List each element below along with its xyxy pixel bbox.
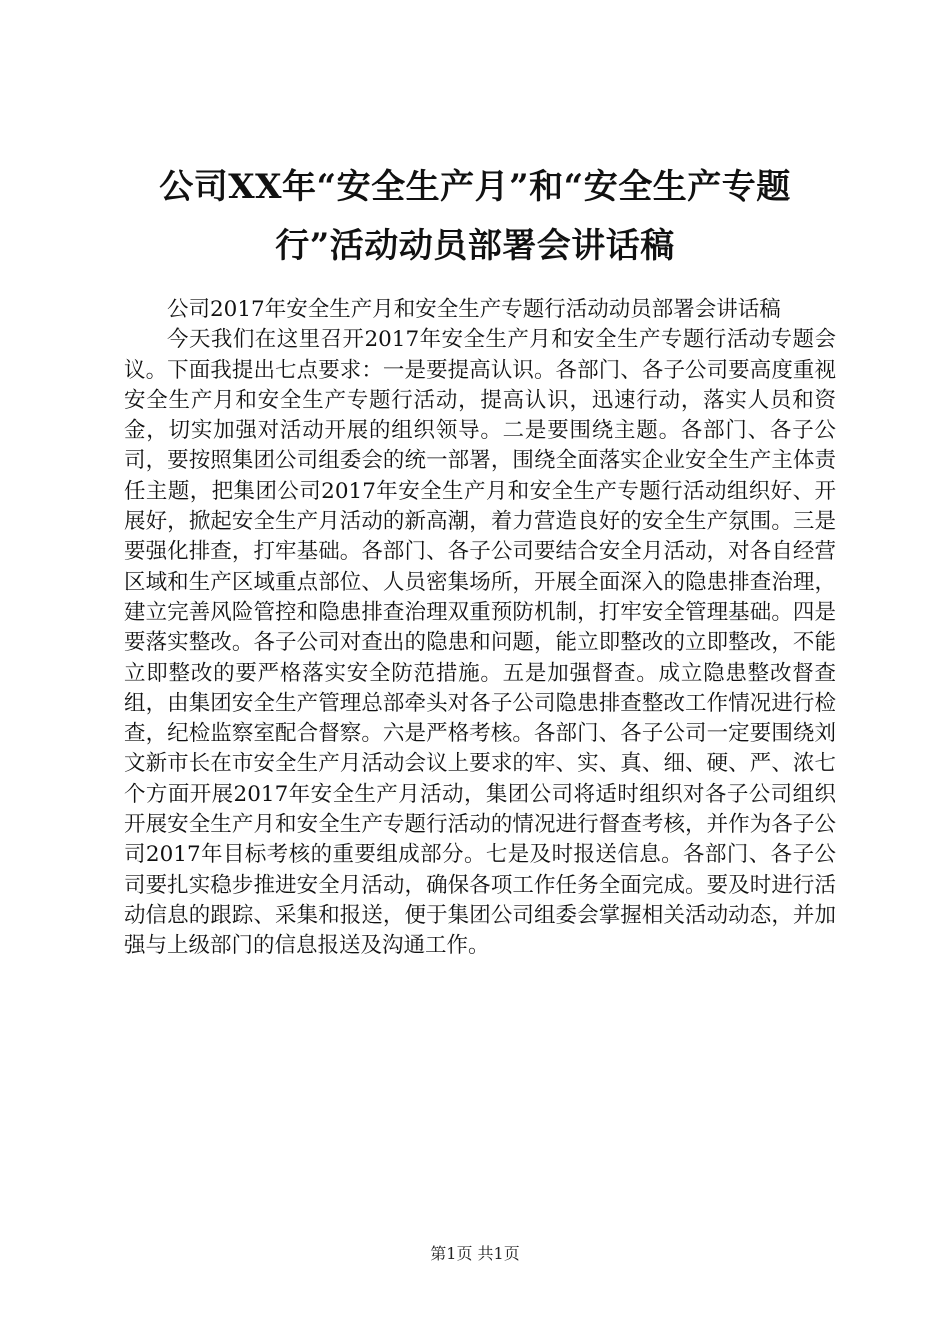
paragraph-main: 今天我们在这里召开2017年安全生产月和安全生产专题行活动专题会议。下面我提出七点要求：一是要提高认识。各部门、各子公司要高度重视安全生产月和安全生产专题行活动，提高认识，迅速行动，落实人员和资金，切实加强对活动开展的组织领导。二是要围绕主题。各部门、各子公司，要按照集团公司组委会的统一部署，围绕全面落实企业安全生产主体责任主题，把集团公司2017年安全生产月和安全生产专题行活动组织好、开展好，掀起安全生产月活动的新高潮，着力营造良好的安全生产氛围。三是要强化排查，打牢基础。各部门、各子公司要结合安全月活动，对各自经营区域和生产区域重点部位、人员密集场所，开展全面深入的隐患排查治理，建立完善风险管控和隐患排查治理双重预防机制，打牢安全管理基础。四是要落实整改。各子公司对查出的隐患和问题，能立即整改的立即整改，不能立即整改的要严格落实安全防范措施。五是加强督查。成立隐患整改督查组，由集团安全生产管理总部牵头对各子公司隐患排查整改工作情况进行检查，纪检监察室配合督察。六是严格考核。各部门、各子公司一定要围绕刘文新市长在市安全生产月活动会议上要求的牢、实、真、细、硬、严、浓七个方面开展2017年安全生产月活动，集团公司将适时组织对各子公司组织开展安全生产月和安全生产专题行活动的情况进行督查考核，并作为各子公司2017年目标考核的重要组成部分。七是及时报送信息。各部门、各子公司要扎实稳步推进安全月活动，确保各项工作任务全面完成。要及时进行活动信息的跟踪、采集和报送，便于集团公司组委会掌握相关活动动态，并加强与上级部门的信息报送及沟通工作。 (124, 327, 836, 959)
document-title (120, 158, 830, 276)
paragraph-subtitle: 公司2017年安全生产月和安全生产专题行活动动员部署会讲话稿 (167, 297, 781, 322)
title-line-2: 行”活动动员部署会讲话稿 (275, 226, 675, 266)
document-body (124, 295, 836, 962)
page-footer: 第1页 共1页 (430, 1244, 520, 1263)
title-line-1: 公司XX年“安全生产月”和“安全生产专题 (159, 167, 791, 207)
